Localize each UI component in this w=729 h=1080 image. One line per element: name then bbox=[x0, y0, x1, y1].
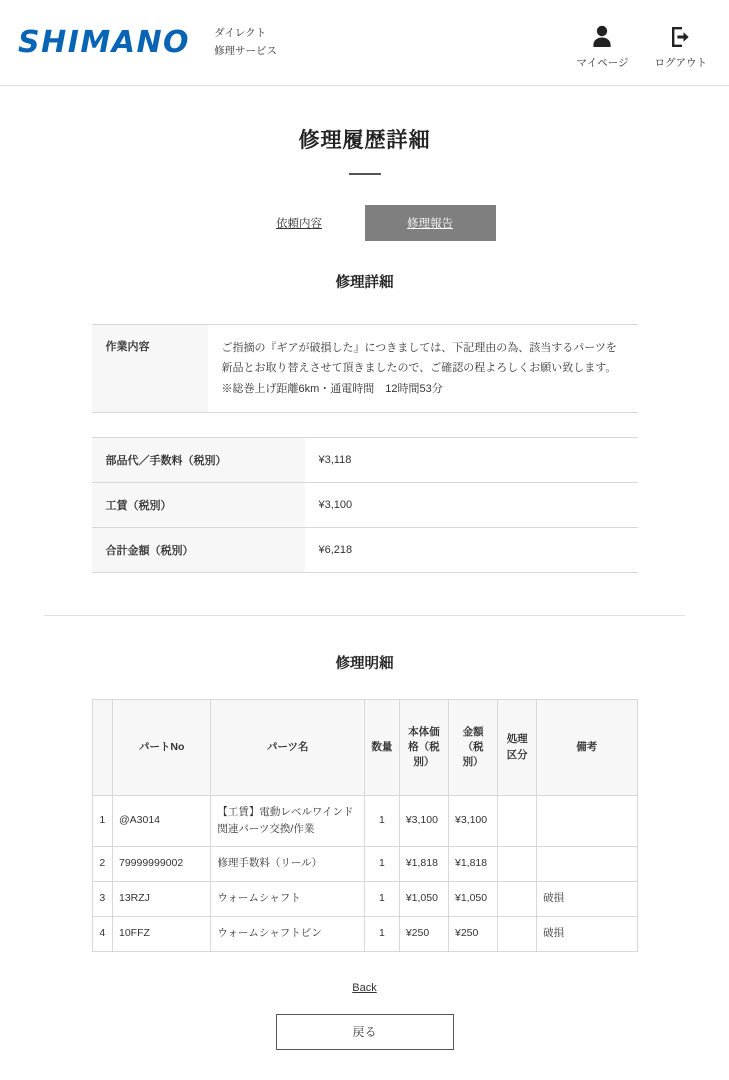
col-process-class: 処理区分 bbox=[498, 700, 537, 796]
tab-bar bbox=[0, 205, 729, 241]
row-remark bbox=[537, 846, 637, 881]
mypage-label: マイページ bbox=[576, 56, 629, 69]
parts-table bbox=[92, 699, 638, 952]
row-process-class bbox=[498, 881, 537, 916]
row-quantity: 1 bbox=[364, 881, 399, 916]
row-unit-price: ¥1,050 bbox=[399, 881, 448, 916]
row-remark: 破損 bbox=[537, 916, 637, 951]
logout-label: ログアウト bbox=[654, 56, 707, 69]
table-row bbox=[92, 325, 638, 413]
page-body bbox=[0, 124, 729, 1080]
col-index bbox=[92, 700, 112, 796]
back-button[interactable]: 戻る bbox=[276, 1014, 454, 1050]
brand-subtitle bbox=[214, 25, 277, 60]
repair-detail-heading: 修理詳細 bbox=[335, 275, 394, 291]
row-amount: ¥1,050 bbox=[448, 881, 497, 916]
row-process-class bbox=[498, 796, 537, 847]
row-part-no: 79999999002 bbox=[112, 846, 210, 881]
row-quantity: 1 bbox=[364, 916, 399, 951]
col-unit-price: 本体価格（税別） bbox=[399, 700, 448, 796]
row-part-no: @A3014 bbox=[112, 796, 210, 847]
parts-fee-value: ¥3,118 bbox=[305, 438, 638, 483]
section-divider bbox=[44, 615, 685, 616]
brand-subtitle-line1: ダイレクト bbox=[214, 27, 267, 40]
work-content-label: 作業内容 bbox=[92, 325, 208, 413]
row-index: 4 bbox=[92, 916, 112, 951]
total-amount-label: 合計金額（税別） bbox=[92, 528, 305, 573]
col-amount: 金額（税別） bbox=[448, 700, 497, 796]
logo-area[interactable] bbox=[18, 24, 190, 62]
row-amount: ¥1,818 bbox=[448, 846, 497, 881]
row-index: 3 bbox=[92, 881, 112, 916]
shimano-logo[interactable]: SHIMANO bbox=[18, 24, 191, 60]
table-row bbox=[92, 881, 637, 916]
brand-subtitle-line2: 修理サービス bbox=[214, 44, 278, 57]
tab-request-content-label: 依頼内容 bbox=[276, 218, 322, 230]
work-content-text: ご指摘の『ギアが破損した』につきましては、下記理由の為、該当するパーツを新品とお取り替えさせて頂きましたので、ご確認の程よろしくお願い致します。 ※総巻上げ距離6km・通電時間 12時間53分 bbox=[208, 325, 638, 413]
row-quantity: 1 bbox=[364, 796, 399, 847]
table-row bbox=[92, 796, 637, 847]
col-part-no: パートNo bbox=[112, 700, 210, 796]
row-part-no: 10FFZ bbox=[112, 916, 210, 951]
header-actions bbox=[576, 16, 707, 70]
back-link[interactable]: Back bbox=[352, 981, 377, 994]
title-rule bbox=[349, 173, 381, 175]
work-content-table-wrap bbox=[92, 324, 638, 413]
row-quantity: 1 bbox=[364, 846, 399, 881]
table-row bbox=[92, 916, 637, 951]
row-process-class bbox=[498, 916, 537, 951]
row-part-name: 【工賃】電動レベルワインド関連パーツ交換/作業 bbox=[211, 796, 365, 847]
table-row bbox=[92, 483, 638, 528]
mypage-button[interactable] bbox=[576, 22, 628, 70]
labor-fee-value: ¥3,100 bbox=[305, 483, 638, 528]
total-amount-value: ¥6,218 bbox=[305, 528, 638, 573]
back-button-wrap bbox=[0, 1014, 729, 1050]
row-amount: ¥3,100 bbox=[448, 796, 497, 847]
back-link-wrap bbox=[0, 978, 729, 996]
row-amount: ¥250 bbox=[448, 916, 497, 951]
table-row bbox=[92, 846, 637, 881]
row-part-no: 13RZJ bbox=[112, 881, 210, 916]
user-icon bbox=[590, 22, 614, 52]
row-index: 1 bbox=[92, 796, 112, 847]
parts-table-wrap bbox=[92, 699, 638, 952]
row-remark: 破損 bbox=[537, 881, 637, 916]
row-part-name: ウォームシャフトピン bbox=[211, 916, 365, 951]
parts-fee-label: 部品代／手数料（税別） bbox=[92, 438, 305, 483]
col-remark: 備考 bbox=[537, 700, 637, 796]
table-row bbox=[92, 438, 638, 483]
tab-request-content[interactable] bbox=[234, 205, 365, 241]
logout-icon bbox=[668, 22, 694, 52]
table-header-row bbox=[92, 700, 637, 796]
page-title: 修理履歴詳細 bbox=[298, 129, 431, 152]
row-unit-price: ¥3,100 bbox=[399, 796, 448, 847]
row-index: 2 bbox=[92, 846, 112, 881]
work-content-table bbox=[92, 324, 638, 413]
site-header bbox=[0, 0, 729, 86]
row-part-name: 修理手数料（リール） bbox=[211, 846, 365, 881]
amount-table-wrap bbox=[92, 437, 638, 573]
tab-repair-report-label: 修理報告 bbox=[407, 218, 453, 230]
row-remark bbox=[537, 796, 637, 847]
row-unit-price: ¥1,818 bbox=[399, 846, 448, 881]
logout-button[interactable] bbox=[655, 22, 708, 70]
labor-fee-label: 工賃（税別） bbox=[92, 483, 305, 528]
repair-parts-heading: 修理明細 bbox=[335, 656, 394, 673]
row-unit-price: ¥250 bbox=[399, 916, 448, 951]
row-process-class bbox=[498, 846, 537, 881]
amount-table bbox=[92, 437, 638, 573]
table-row bbox=[92, 528, 638, 573]
tab-repair-report[interactable] bbox=[365, 205, 496, 241]
col-part-name: パーツ名 bbox=[211, 700, 365, 796]
col-quantity: 数量 bbox=[364, 700, 399, 796]
row-part-name: ウォームシャフト bbox=[211, 881, 365, 916]
